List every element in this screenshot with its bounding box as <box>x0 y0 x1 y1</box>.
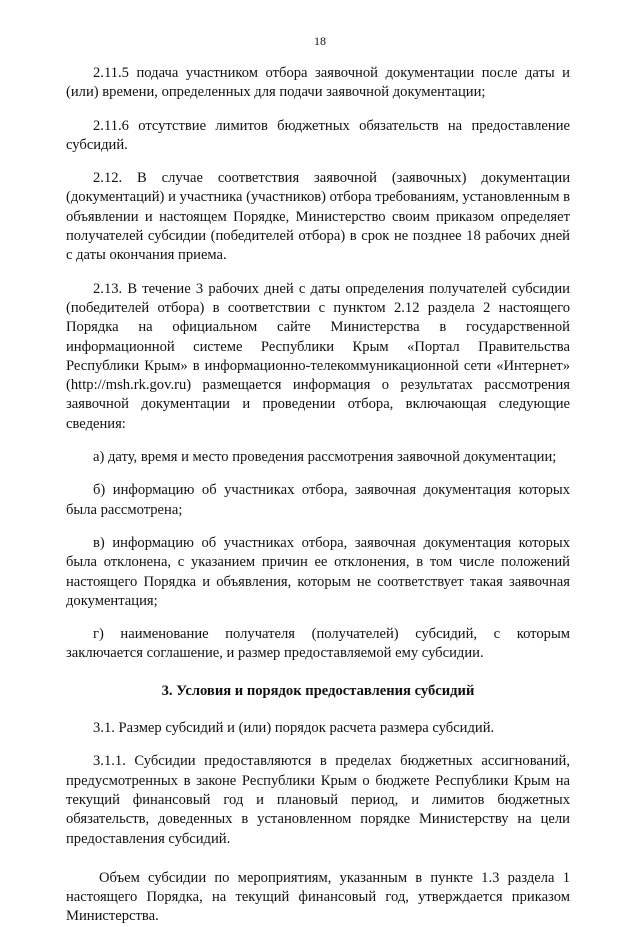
paragraph-3-1-1: 3.1.1. Субсидии предоставляются в пределах бюджетных ассигнований, предусмотренных в законе Республики Крым о бюджете Республики Крым на текущий финансовый год и плановый период, и лимитов бюджетных обязательств, доведенных в установленном порядке Министерству на цели предоставления субсидий. <box>66 753 570 847</box>
list-item-b: б) информацию об участниках отбора, заявочная документация которых была рассмотрена; <box>66 482 570 518</box>
paragraph-2-13: 2.13. В течение 3 рабочих дней с даты определения получателей субсидии (победителей отбора) в соответствии с пунктом 2.12 раздела 2 настоящего Порядка на официальном сайте Министерства в государственной информационной системе Республики Крым «Портал Правительства Республики Крым» в информационно-телекоммуникационной сети «Интернет» (http://msh.rk.gov.ru) размещается информация о результатах рассмотрения заявочной документации и проведении отбора, включающая следующие сведения: <box>66 280 570 432</box>
list-item-g: г) наименование получателя (получателей) субсидий, с которым заключается соглашение, и размер предоставляемой ему субсидии. <box>66 626 570 662</box>
paragraph-2-11-5: 2.11.5 подача участником отбора заявочной документации после даты и (или) времени, определенных для подачи заявочной документации; <box>66 65 570 101</box>
list-item-v: в) информацию об участниках отбора, заявочная документация которых была отклонена, с указанием причин ее отклонения, в том числе положений настоящего Порядка и объявления, которым не соответствует такая заявочная документация; <box>66 534 570 609</box>
paragraph-2-12: 2.12. В случае соответствия заявочной (заявочных) документации (документаций) и участника (участников) отбора требованиям, установленным в объявлении и настоящем Порядке, Министерство своим приказом определяет получателей субсидии (победителей отбора) в срок не позднее 18 рабочих дней с даты окончания приема. <box>66 170 570 264</box>
page-number: 18 <box>314 34 326 48</box>
paragraph-2-11-6: 2.11.6 отсутствие лимитов бюджетных обязательств на предоставление субсидий. <box>66 117 570 153</box>
list-item-a: а) дату, время и место проведения рассмотрения заявочной документации; <box>93 449 557 466</box>
document-body <box>66 64 570 927</box>
paragraph-3-1: 3.1. Размер субсидий и (или) порядок расчета размера субсидий. <box>93 720 495 737</box>
section-heading: 3. Условия и порядок предоставления субсидий <box>161 682 475 699</box>
paragraph-subsidy-volume: Объем субсидии по мероприятиям, указанным в пункте 1.3 раздела 1 настоящего Порядка, на текущий финансовый год, утверждается приказом Министерства. <box>66 869 570 925</box>
